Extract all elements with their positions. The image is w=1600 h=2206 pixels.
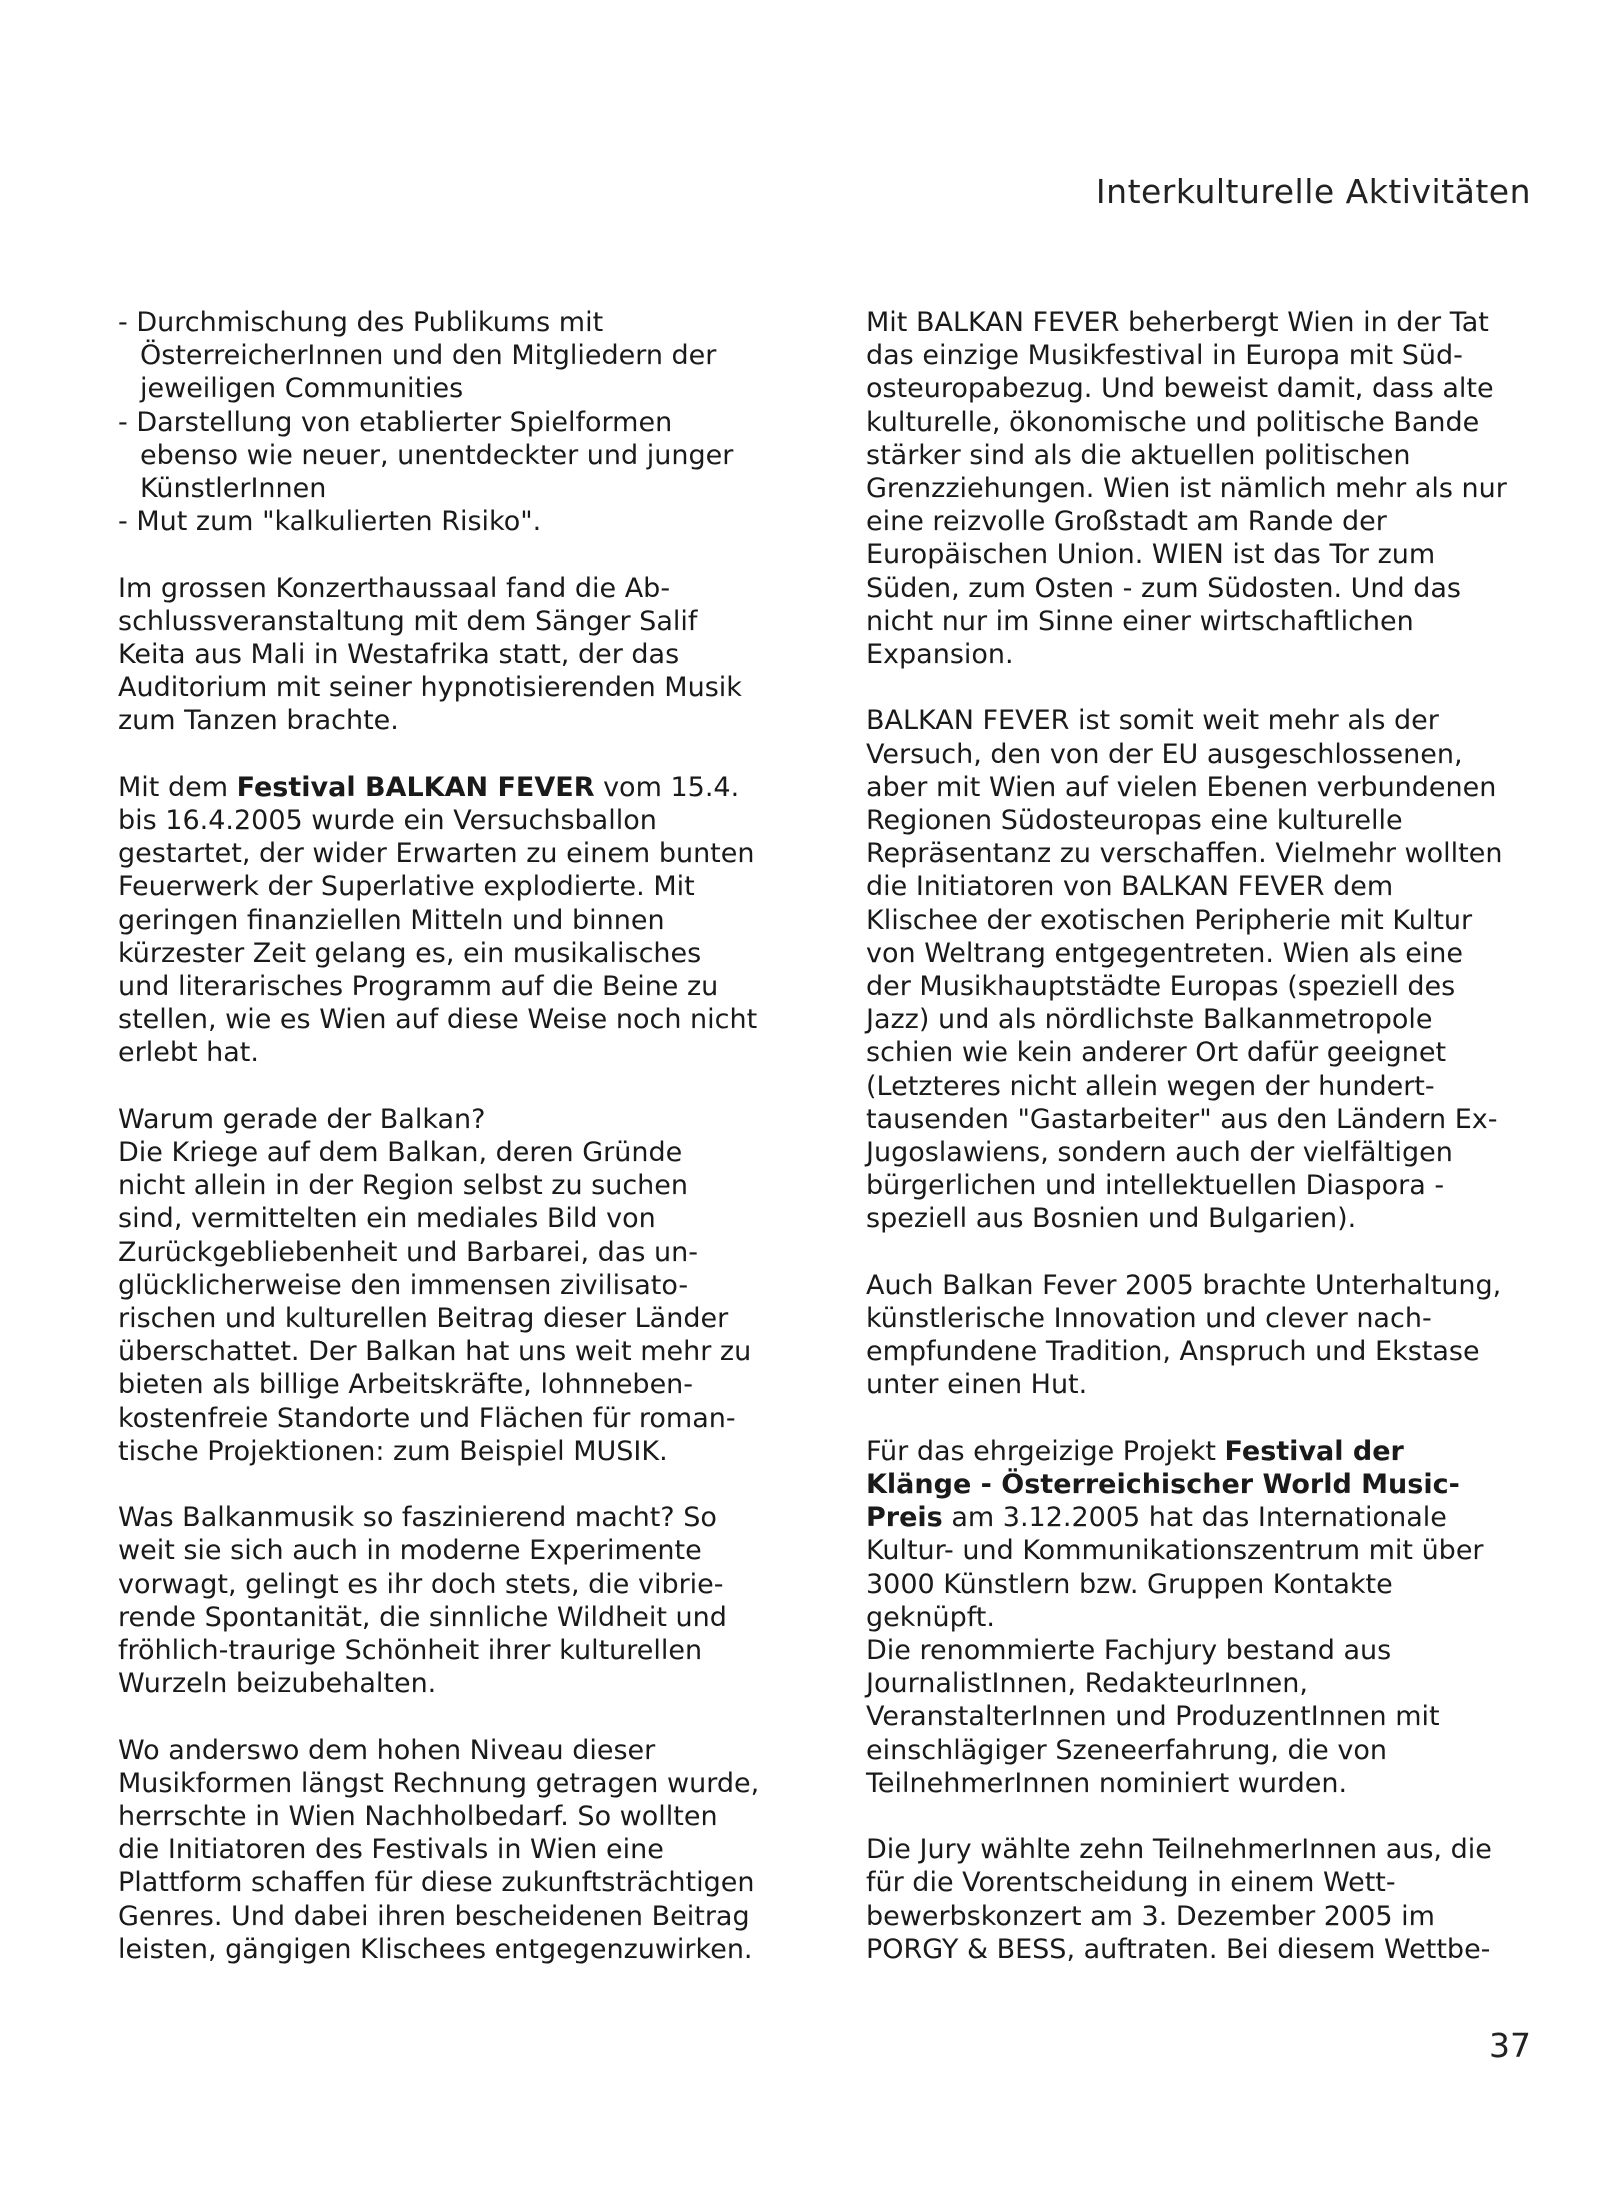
text-line: nicht allein in der Region selbst zu suchen [118,1170,689,1202]
text-line: Im grossen Konzerthaussaal fand die Ab- [118,572,671,604]
text-line: überschattet. Der Balkan hat uns weit mehr zu [118,1336,752,1368]
text-line: Europäischen Union. WIEN ist das Tor zum [866,539,1436,571]
text-line: (Letzteres nicht allein wegen der hundert- [866,1070,1435,1102]
text-line: BALKAN FEVER ist somit weit mehr als der [866,705,1439,737]
text-line: Mit BALKAN FEVER beherbergt Wien in der Tat [866,307,1489,338]
text-line: Auditorium mit seiner hypnotisierenden Musik [118,672,742,704]
text-line: Genres. Und dabei ihren bescheidenen Beitrag [118,1900,750,1932]
bold-project-name: Preis [866,1502,943,1534]
text-line: leisten, gängigen Klischees entgegenzuwirken. [118,1933,753,1965]
text-line: bis 16.4.2005 wurde ein Versuchsballon [118,805,657,837]
text-line: künstlerische Innovation und clever nach- [866,1303,1432,1335]
text-line: Klischee der exotischen Peripherie mit Kultur [866,904,1473,936]
paragraph-line: Preis am 3.12.2005 hat das Internationale [866,1502,1447,1534]
text-line: KünstlerInnen [140,473,327,505]
text-line: tische Projektionen: zum Beispiel MUSIK. [118,1435,668,1467]
text-line: Wo anderswo dem hohen Niveau dieser [118,1734,656,1766]
paragraph-line: Für das ehrgeizige Projekt Festival der [866,1435,1404,1467]
text-line: Jugoslawiens, sondern auch der vielfältigen [866,1137,1453,1169]
paragraph-line: Mit dem Festival BALKAN FEVER vom 15.4. [118,771,740,803]
text-line: Grenzziehungen. Wien ist nämlich mehr als nur [866,473,1507,505]
text-line: jeweiligen Communities [140,373,464,405]
text-line: rischen und kulturellen Beitrag dieser Länder [118,1303,729,1335]
text-line: einschlägiger Szeneerfahrung, die von [866,1734,1387,1766]
paragraph-festival-der-klaenge [866,1435,1546,1800]
text-line: ÖsterreicherInnen und den Mitgliedern der [140,340,717,372]
paragraph-konzerthaus [118,572,798,738]
text-line: tausenden "Gastarbeiter" aus den Ländern Ex- [866,1103,1498,1135]
text-line: herrschte in Wien Nachholbedarf. So wollten [118,1801,718,1833]
text-line: erlebt hat. [118,1037,259,1069]
text-line: Jazz) und als nördlichste Balkanmetropole [866,1004,1433,1036]
text-line: fröhlich-traurige Schönheit ihrer kulturellen [118,1635,703,1667]
text-line: stellen, wie es Wien auf diese Weise noch nicht [118,1004,758,1036]
text-line: gestartet, der wider Erwarten zu einem bunten [118,838,755,870]
text-line: kulturelle, ökonomische und politische Bande [866,406,1480,438]
text-line: rende Spontanität, die sinnliche Wildheit und [118,1601,727,1633]
text-line: Was Balkanmusik so faszinierend macht? So [118,1502,717,1534]
text-line: VeranstalterInnen und ProduzentInnen mit [866,1701,1440,1733]
text-line: ebenso wie neuer, unentdeckter und junger [140,439,734,471]
text-line: das einzige Musikfestival in Europa mit Süd- [866,340,1463,372]
text-line: unter einen Hut. [866,1369,1088,1401]
bold-project-name: Festival der [1224,1435,1404,1467]
text-line: Feuerwerk der Superlative explodierte. Mit [118,871,695,903]
text-line: geknüpft. [866,1601,995,1633]
text-line: Expansion. [866,639,1014,671]
text-line: TeilnehmerInnen nominiert wurden. [866,1767,1348,1799]
text-line: Keita aus Mali in Westafrika statt, der das [118,639,680,671]
text-line: geringen finanziellen Mitteln und binnen [118,904,665,936]
paragraph-balkanmusik [118,1501,798,1700]
text-line: der Musikhauptstädte Europas (speziell des [866,971,1456,1003]
text-line: kürzester Zeit gelang es, ein musikalisches [118,937,702,969]
paragraph-jury [866,1833,1546,1966]
text-line: speziell aus Bosnien und Bulgarien). [866,1203,1357,1235]
paragraph-festival-balkan-fever [118,771,798,1070]
text-line: Repräsentanz zu verschaffen. Vielmehr wollten [866,838,1503,870]
text-line: Die Kriege auf dem Balkan, deren Gründe [118,1137,683,1169]
paragraph-nachholbedarf [118,1734,798,1966]
text-line: glücklicherweise den immensen zivilisato- [118,1269,689,1301]
text-line: kostenfreie Standorte und Flächen für roman- [118,1402,736,1434]
text-line: von Weltrang entgegentreten. Wien als eine [866,937,1464,969]
text-line: bürgerlichen und intellektuellen Diaspora - [866,1170,1445,1202]
text-line: Regionen Südosteuropas eine kulturelle [866,805,1403,837]
bullet-list [118,306,798,538]
text-line: für die Vorentscheidung in einem Wett- [866,1867,1396,1899]
paragraph-warum-balkan [118,1103,798,1468]
text-line: osteuropabezug. Und beweist damit, dass alte [866,373,1494,405]
text-line: eine reizvolle Großstadt am Rande der [866,506,1387,538]
text-line: nicht nur im Sinne einer wirtschaftlichen [866,605,1414,637]
text-line: Musikformen längst Rechnung getragen wurde, [118,1767,760,1799]
text-line: die Initiatoren des Festivals in Wien eine [118,1834,664,1866]
text-line: Auch Balkan Fever 2005 brachte Unterhaltung, [866,1269,1502,1301]
text-line: zum Tanzen brachte. [118,705,399,737]
text-line: schlussveranstaltung mit dem Sänger Salif [118,605,698,637]
paragraph-kulturelle-repraesentanz [866,704,1546,1235]
text-line: Süden, zum Osten - zum Südosten. Und das [866,572,1461,604]
text-line: - Darstellung von etablierter Spielformen [118,406,673,438]
text-line: empfundene Tradition, Anspruch und Ekstase [866,1336,1480,1368]
text-line: Plattform schaffen für diese zukunftsträchtigen [118,1867,755,1899]
text-line: bewerbskonzert am 3. Dezember 2005 im [866,1900,1435,1932]
text-line: - Durchmischung des Publikums mit [118,307,604,338]
text-line: vorwagt, gelingt es ihr doch stets, die vibrie- [118,1568,724,1600]
text-line: JournalistInnen, RedakteurInnen, [866,1668,1308,1700]
text-line: stärker sind als die aktuellen politischen [866,439,1411,471]
text-line: - Mut zum "kalkulierten Risiko". [118,506,542,538]
paragraph-line [866,1468,1546,1501]
paragraph-balkan-fever-2005 [866,1269,1546,1402]
paragraph-wien-musikfestival [866,306,1546,671]
text-line: die Initiatoren von BALKAN FEVER dem [866,871,1394,903]
bold-project-name: Klänge - Österreichischer World Music- [866,1469,1460,1501]
text-line: weit sie sich auch in moderne Experimente [118,1535,702,1567]
page-header-title: Interkulturelle Aktivitäten [1095,172,1531,211]
text-line: bieten als billige Arbeitskräfte, lohnneben- [118,1369,694,1401]
text-line: aber mit Wien auf vielen Ebenen verbundenen [866,771,1497,803]
right-column [866,306,1546,1999]
text-line: 3000 Künstlern bzw. Gruppen Kontakte [866,1568,1393,1600]
text-line: Kultur- und Kommunikationszentrum mit über [866,1535,1484,1567]
left-column [118,306,798,1999]
text-line: sind, vermittelten ein mediales Bild von [118,1203,656,1235]
text-line: Die Jury wählte zehn TeilnehmerInnen aus, die [866,1834,1492,1866]
bold-festival-name: Festival BALKAN FEVER [236,771,595,803]
text-line: Die renommierte Fachjury bestand aus [866,1635,1392,1667]
text-line: Zurückgebliebenheit und Barbarei, das un- [118,1236,698,1268]
text-line: Warum gerade der Balkan? [118,1103,486,1135]
text-line: schien wie kein anderer Ort dafür geeignet [866,1037,1447,1069]
text-line: Wurzeln beizubehalten. [118,1668,437,1700]
page-number: 37 [1489,2026,1531,2065]
text-line: PORGY & BESS, auftraten. Bei diesem Wettbe- [866,1933,1491,1965]
text-line: Versuch, den von der EU ausgeschlossenen, [866,738,1463,770]
text-line: und literarisches Programm auf die Beine zu [118,971,719,1003]
